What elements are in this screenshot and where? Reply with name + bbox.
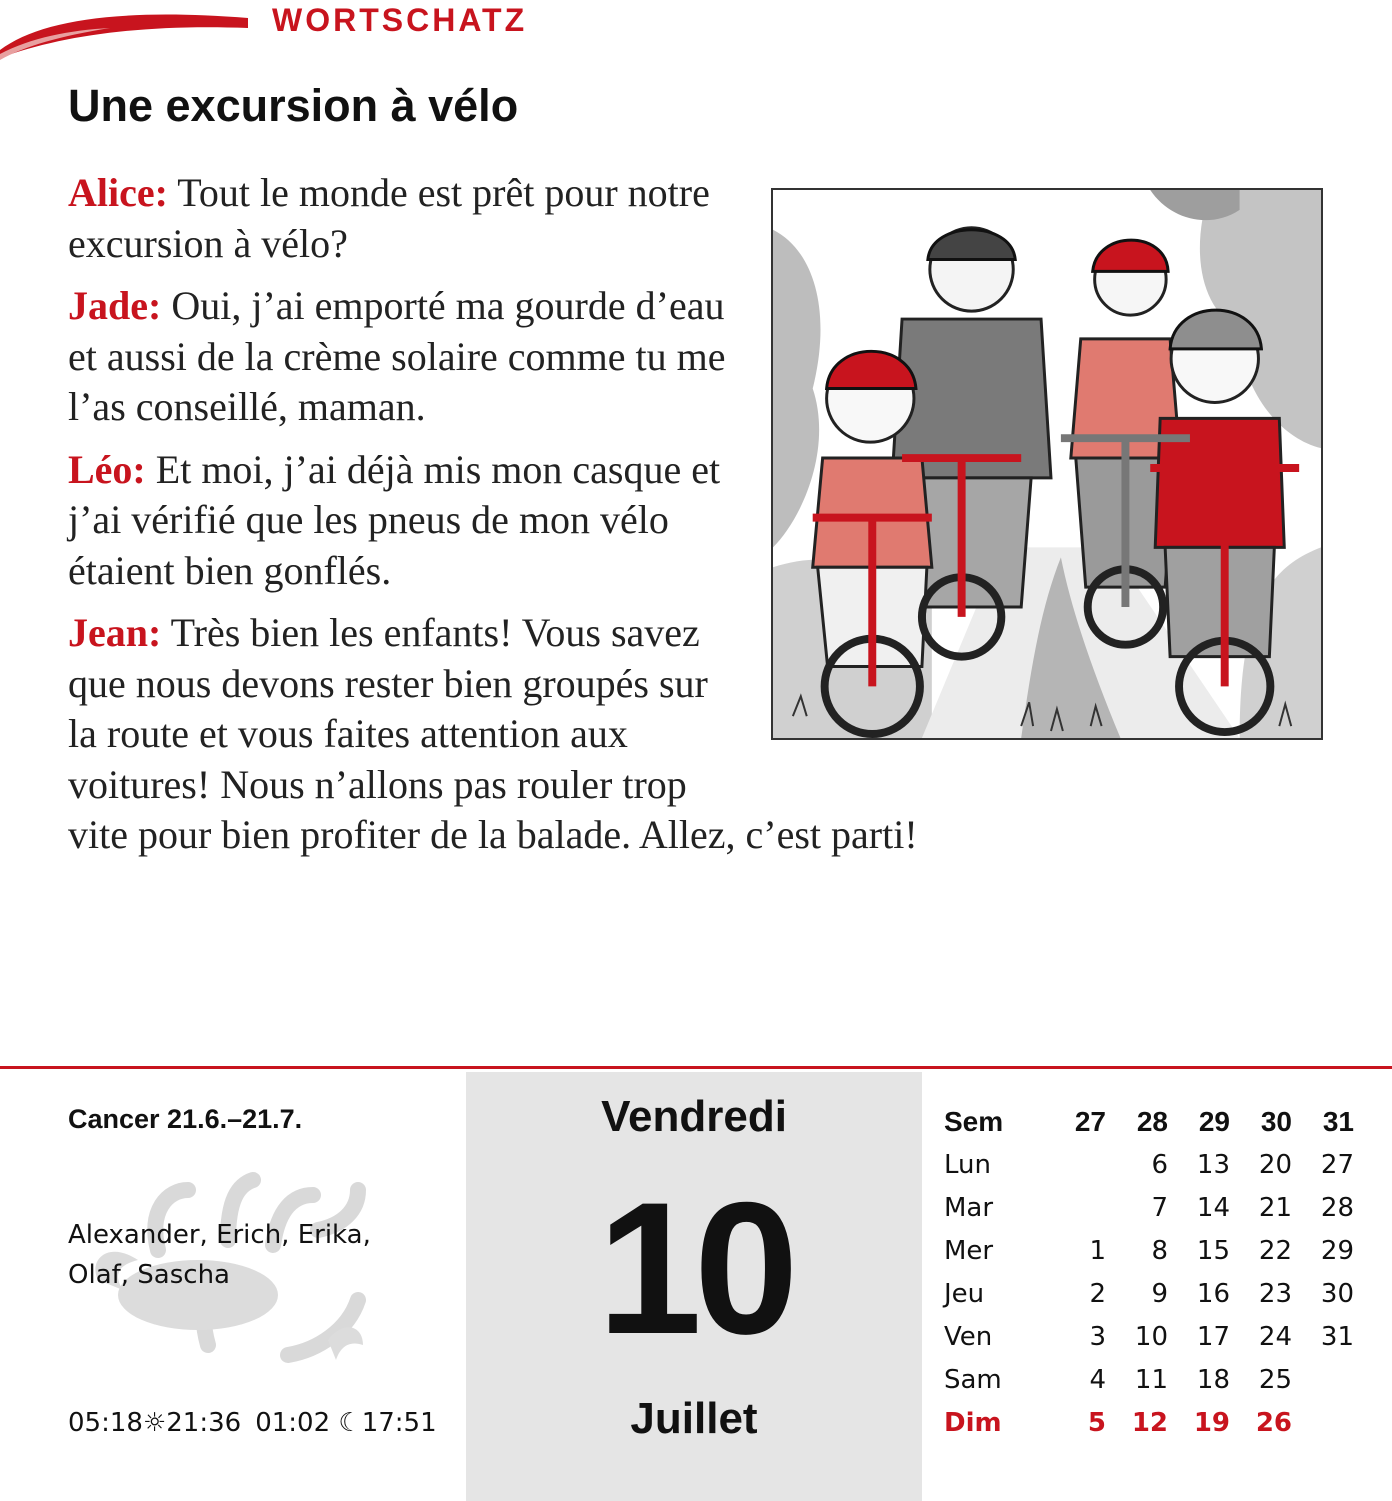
sunrise-time: 05:18 bbox=[68, 1408, 143, 1438]
dialogue-text: Tout le monde est prêt pour notre excursion à vélo? bbox=[68, 170, 710, 266]
weekday-label: Mer bbox=[944, 1235, 994, 1266]
illustration-drawing bbox=[773, 190, 1321, 738]
sunset-time: 21:36 bbox=[166, 1408, 242, 1438]
calendar-row bbox=[940, 1358, 1354, 1401]
week-label: Sem bbox=[944, 1105, 1004, 1137]
weekday-label: Ven bbox=[944, 1321, 993, 1352]
month-name: Juillet bbox=[630, 1394, 758, 1443]
moon-icon: ☾ bbox=[338, 1408, 362, 1438]
calendar-day: 22 bbox=[1258, 1235, 1292, 1266]
moonrise-time: 01:02 bbox=[255, 1408, 331, 1438]
week-number: 30 bbox=[1260, 1105, 1292, 1137]
calendar-row bbox=[940, 1186, 1354, 1229]
calendar-day: 23 bbox=[1258, 1278, 1292, 1309]
sun-icon: ☼ bbox=[142, 1408, 167, 1438]
calendar-day: 10 bbox=[1134, 1321, 1168, 1352]
month-calendar bbox=[940, 1100, 1354, 1444]
calendar-day bbox=[1044, 1143, 1106, 1186]
calendar-day: 17 bbox=[1196, 1321, 1230, 1352]
calendar-row bbox=[940, 1229, 1354, 1272]
day-number: 10 bbox=[597, 1163, 791, 1373]
calendar-day: 5 bbox=[1087, 1407, 1106, 1438]
calendar-day: 28 bbox=[1320, 1192, 1354, 1223]
calendar-day: 1 bbox=[1089, 1235, 1106, 1266]
family-cycling-illustration bbox=[771, 188, 1323, 740]
calendar-day: 15 bbox=[1196, 1235, 1230, 1266]
speaker-label: Jade: bbox=[68, 283, 162, 328]
calendar-day: 16 bbox=[1196, 1278, 1230, 1309]
calendar-row bbox=[940, 1272, 1354, 1315]
category-label: WORTSCHATZ bbox=[272, 2, 528, 38]
week-number: 29 bbox=[1198, 1105, 1230, 1137]
weekday-label: Lun bbox=[944, 1149, 991, 1180]
speaker-label: Léo: bbox=[68, 446, 146, 492]
weekday-label: Sam bbox=[944, 1364, 1002, 1395]
name-days: Alexander, Erich, Erika, Olaf, Sascha bbox=[68, 1220, 371, 1290]
calendar-row bbox=[940, 1315, 1354, 1358]
sun-moon-times bbox=[68, 1408, 437, 1438]
calendar-day: 29 bbox=[1320, 1235, 1354, 1266]
calendar-day: 6 bbox=[1151, 1149, 1168, 1180]
section-divider bbox=[0, 1066, 1392, 1069]
calendar-day: 14 bbox=[1196, 1192, 1230, 1223]
calendar-day: 9 bbox=[1151, 1278, 1168, 1309]
calendar-day: 12 bbox=[1131, 1407, 1168, 1438]
calendar-day: 31 bbox=[1320, 1321, 1354, 1352]
speaker-label: Jean: bbox=[68, 610, 162, 655]
zodiac-label: Cancer 21.6.–21.7. bbox=[68, 1104, 303, 1134]
moonset-time: 17:51 bbox=[361, 1408, 437, 1438]
dialogue-text: Oui, j’ai emporté ma gourde d’eau et aussi de la crème solaire comme tu me l’as conseillé, maman. bbox=[68, 283, 726, 429]
calendar-day: 19 bbox=[1193, 1407, 1230, 1438]
calendar-week-header bbox=[940, 1100, 1354, 1143]
calendar-day: 13 bbox=[1196, 1149, 1230, 1180]
weekday-label: Dim bbox=[944, 1407, 1002, 1438]
calendar-row-sunday bbox=[940, 1401, 1354, 1444]
date-panel bbox=[466, 1072, 922, 1501]
calendar-day: 27 bbox=[1320, 1149, 1354, 1180]
calendar-day: 8 bbox=[1151, 1235, 1168, 1266]
calendar-day: 21 bbox=[1258, 1192, 1292, 1223]
calendar-day: 7 bbox=[1151, 1192, 1168, 1223]
calendar-day: 4 bbox=[1089, 1364, 1106, 1395]
calendar-day: 26 bbox=[1255, 1407, 1292, 1438]
calendar-day: 2 bbox=[1089, 1278, 1106, 1309]
week-number: 31 bbox=[1322, 1105, 1354, 1137]
calendar-day: 11 bbox=[1134, 1364, 1168, 1395]
weekday-label: Mar bbox=[944, 1192, 994, 1223]
dialogue-text: Et moi, j’ai déjà mis mon casque et j’ai vérifié que les pneus de mon vélo étaient bien gonflés. bbox=[68, 446, 721, 593]
header-swoosh bbox=[0, 0, 250, 60]
calendar-day: 30 bbox=[1320, 1278, 1354, 1309]
speaker-label: Alice: bbox=[68, 170, 168, 215]
calendar-day bbox=[1044, 1186, 1106, 1229]
dialogue-text: Très bien les enfants! Vous savez que nous devons rester bien groupés sur la route et vous faites attention aux voitures! Nous n’allons pas rouler trop vite pour bien profiter de la balade. Allez, c’est parti! bbox=[68, 610, 918, 857]
calendar-day: 25 bbox=[1258, 1364, 1292, 1395]
dialogue bbox=[68, 168, 1328, 873]
calendar-day: 20 bbox=[1258, 1149, 1292, 1180]
calendar-day: 24 bbox=[1258, 1321, 1292, 1352]
calendar-day: 3 bbox=[1089, 1321, 1106, 1352]
weekday-label: Jeu bbox=[944, 1278, 985, 1309]
day-info bbox=[68, 1070, 448, 1500]
calendar-row bbox=[940, 1143, 1354, 1186]
week-number: 27 bbox=[1074, 1105, 1106, 1137]
weekday: Vendredi bbox=[601, 1092, 787, 1141]
page-title: Une excursion à vélo bbox=[68, 80, 519, 131]
calendar-day bbox=[1292, 1401, 1354, 1444]
week-number: 28 bbox=[1136, 1105, 1168, 1137]
calendar-day bbox=[1292, 1358, 1354, 1401]
calendar-day: 18 bbox=[1196, 1364, 1230, 1395]
